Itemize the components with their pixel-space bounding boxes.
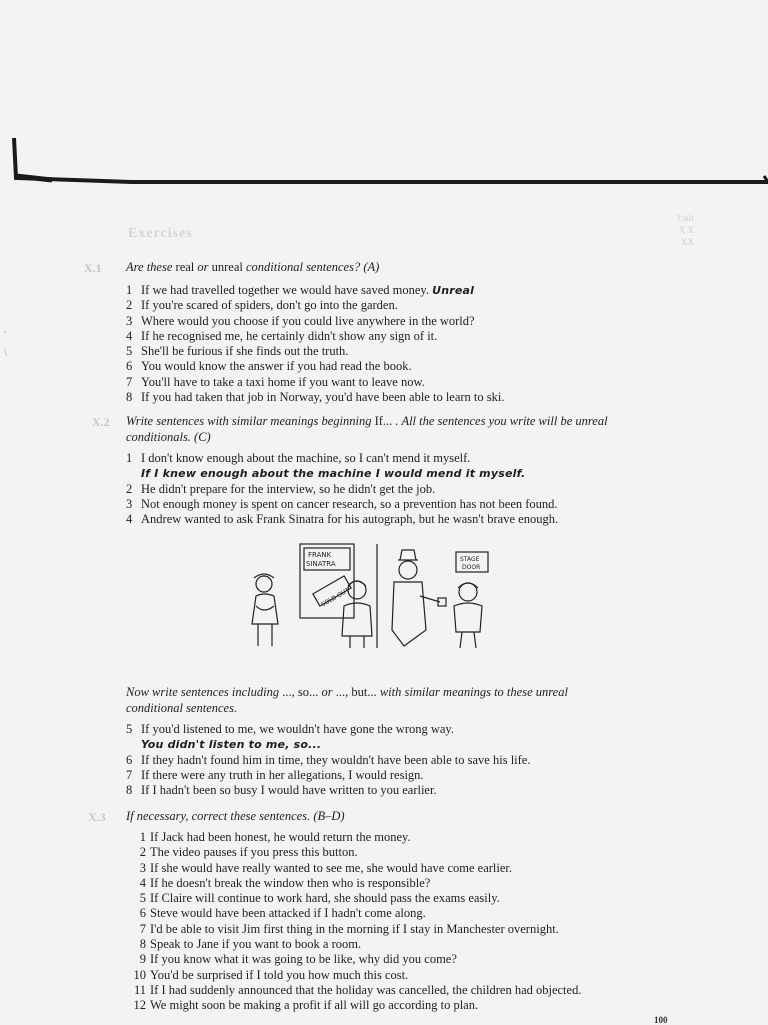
- item-number: 2: [126, 298, 133, 313]
- item-text: If we had travelled together we would have saved money.: [141, 283, 433, 297]
- exercise-item: [126, 298, 505, 313]
- page-number: 100: [654, 1015, 668, 1025]
- item-highlight: I'd be able to visit: [150, 921, 240, 936]
- poster-text: SINATRA: [306, 560, 336, 568]
- item-number: 7: [139, 921, 146, 936]
- item-text: If you're scared of spiders, don't go into the garden.: [141, 298, 398, 313]
- item-text: If you had taken that job in Norway, you'd have been able to learn to ski.: [141, 390, 505, 405]
- item-highlight: You'd be surprised: [150, 967, 243, 982]
- exercise-item: [126, 722, 530, 737]
- exercise-item: [126, 329, 505, 344]
- exercise-item: [130, 998, 581, 1013]
- item-text: Andrew wanted to ask Frank Sinatra for his autograph, but he wasn't brave enough.: [141, 512, 559, 527]
- exercise-item: [130, 952, 581, 967]
- exercise-number: X.2: [92, 415, 110, 429]
- exercise-item: [126, 497, 558, 512]
- instruction-keyword: ..., but...: [335, 685, 377, 699]
- exercise-item: [126, 451, 558, 466]
- item-text: to work hard, she should pass the exams easily.: [260, 891, 500, 906]
- item-number: 2: [126, 481, 133, 496]
- instruction-text: or: [194, 260, 212, 274]
- exercise-item: [130, 830, 581, 845]
- instruction-keyword: If...: [374, 414, 393, 428]
- item-text: be making a profit if all will go according to plan.: [225, 998, 479, 1013]
- item-text: it was going to be like, why did you come?: [238, 952, 457, 967]
- exercise-instruction: If necessary, correct these sentences. (B–D): [126, 809, 345, 823]
- item-highlight: If I had suddenly announced: [150, 982, 293, 997]
- poster-text: FRANK: [308, 551, 332, 559]
- exercise-item: [130, 922, 581, 937]
- item-text: , he would return the money.: [267, 830, 411, 844]
- item-text: If he recognised me, he certainly didn't show any sign of it.: [141, 328, 438, 343]
- item-highlight: If he doesn't break: [150, 875, 243, 890]
- item-text: She'll be furious if she finds out the truth.: [141, 344, 349, 359]
- item-number: 4: [139, 875, 146, 890]
- item-text: the window then who is responsible?: [242, 875, 431, 890]
- sold-out-sign: SOLD OUT: [320, 586, 351, 609]
- exercise-item: [126, 512, 558, 527]
- item-number: 1: [139, 830, 146, 844]
- stage-door-sign: DOOR: [462, 564, 481, 571]
- exercise-item: [126, 344, 505, 359]
- handwritten-answer: You didn't listen to me, so...: [141, 738, 322, 752]
- exercise-item: [130, 937, 581, 952]
- item-text: if you press this button.: [236, 845, 358, 860]
- exercise-list: [126, 722, 530, 798]
- handwritten-answer: Unreal: [432, 284, 475, 297]
- item-text: He didn't prepare for the interview, so he didn't get the job.: [141, 481, 436, 496]
- item-number: 11: [133, 982, 146, 997]
- instruction-text: conditional sentences? (A): [242, 260, 380, 274]
- exercise-item: [126, 783, 530, 798]
- exercise-item: [130, 983, 581, 998]
- illustration: [244, 540, 500, 652]
- exercise-item: [130, 891, 581, 906]
- exercise-item: [126, 482, 558, 497]
- item-highlight: Steve would have been attacked: [150, 906, 311, 921]
- exercise-item: [126, 768, 530, 783]
- item-text: I don't know enough about the machine, so I can't mend it myself.: [141, 451, 471, 465]
- exercise-item: [126, 283, 505, 298]
- item-number: 6: [126, 752, 133, 767]
- item-number: 1: [126, 283, 133, 297]
- unit-label: Unit: [676, 213, 694, 223]
- item-text: If they hadn't found him in time, they wouldn't have been able to save his life.: [141, 752, 531, 767]
- exercise-item: [126, 314, 505, 329]
- instruction-keyword: ..., so...: [282, 685, 319, 699]
- unit-number: X X: [678, 225, 694, 235]
- item-highlight: The video pauses: [150, 845, 237, 860]
- exercise-number: X.3: [88, 810, 106, 824]
- instruction-keyword: unreal: [211, 260, 243, 274]
- stage-door-sign: STAGE: [460, 556, 480, 563]
- item-number: 3: [126, 313, 133, 328]
- exercise-list: [126, 451, 558, 527]
- exercise-list: [126, 283, 505, 405]
- item-text: If there were any truth in her allegations, I would resign.: [141, 767, 424, 782]
- exercise-list: [130, 830, 581, 1014]
- exercise-item: [130, 876, 581, 891]
- item-text: if I told you how much this cost.: [242, 967, 409, 982]
- item-text: You'll have to take a taxi home if you want to leave now.: [141, 374, 425, 389]
- item-text: that the holiday was cancelled, the children had objected.: [292, 982, 582, 997]
- instruction-text: Are these: [126, 260, 176, 274]
- instruction-text: Write sentences with similar meanings beginning: [126, 414, 375, 428]
- exercise-item: [130, 968, 581, 983]
- page-edge-rule: [12, 136, 768, 196]
- item-number: 3: [139, 860, 146, 875]
- exercise-item: [126, 753, 530, 768]
- item-number: 5: [126, 722, 133, 736]
- item-highlight: We might soon: [150, 998, 226, 1013]
- item-number: 7: [126, 374, 133, 389]
- exercise-number: X.1: [84, 261, 102, 275]
- instruction-text: Now write sentences including: [126, 685, 283, 699]
- item-number: 6: [126, 359, 133, 374]
- handwritten-answer: If I knew enough about the machine I would mend it myself.: [141, 467, 526, 481]
- item-number: 3: [126, 496, 133, 511]
- item-number: 10: [133, 967, 146, 982]
- item-highlight: If you know what: [150, 952, 239, 967]
- item-number: 4: [126, 328, 133, 343]
- item-highlight: Speak to Jane: [150, 937, 219, 952]
- item-number: 5: [126, 344, 133, 359]
- unit-tab: [660, 212, 694, 248]
- exercise-item: [126, 375, 505, 390]
- item-text: Jim first thing in the morning if I stay in Manchester overnight.: [239, 921, 559, 936]
- exercise-item: [126, 390, 505, 405]
- section-title: Exercises: [128, 226, 193, 241]
- item-text: Not enough money is spent on cancer research, so a prevention has not been found.: [141, 496, 558, 511]
- item-number: 4: [126, 512, 133, 527]
- exercise-item: [126, 359, 505, 374]
- exercise-instruction: [126, 259, 666, 275]
- item-text: Where would you choose if you could live anywhere in the world?: [141, 313, 475, 328]
- item-text: If I hadn't been so busy I would have written to you earlier.: [141, 783, 437, 798]
- item-number: 1: [126, 451, 133, 465]
- exercise-item: [130, 906, 581, 921]
- item-highlight: If Claire will continue: [150, 891, 261, 906]
- exercise-item: [130, 845, 581, 860]
- item-number: 6: [139, 906, 146, 921]
- item-number: 8: [126, 390, 133, 405]
- item-number: 12: [133, 998, 146, 1013]
- item-highlight: If Jack had been honest: [150, 830, 268, 844]
- instruction-text: with similar meanings to these unreal conditional sentences.: [126, 685, 568, 715]
- item-text: If you'd listened to me, we wouldn't have gone the wrong way.: [141, 722, 454, 736]
- item-text: if I hadn't come along.: [310, 906, 426, 921]
- item-number: 8: [126, 783, 133, 798]
- item-number: 8: [139, 937, 146, 952]
- item-text: You would know the answer if you had read the book.: [141, 359, 412, 374]
- exercise-item: [130, 861, 581, 876]
- instruction-keyword: real: [175, 260, 195, 274]
- margin-mark: ': [4, 330, 6, 341]
- exercise-instruction: [126, 413, 656, 445]
- item-number: 5: [139, 891, 146, 906]
- item-number: 9: [139, 952, 146, 967]
- unit-code: XX: [681, 237, 694, 247]
- item-number: 2: [139, 845, 146, 860]
- exercise-instruction: [126, 684, 626, 716]
- item-highlight: If she would have: [150, 860, 240, 875]
- item-text: really wanted to see me, she would have come earlier.: [239, 860, 513, 875]
- instruction-text: . All the sentences you write will be unreal conditionals. (C): [126, 414, 608, 444]
- margin-mark: \: [4, 348, 7, 359]
- item-text: if you want to book a room.: [218, 937, 362, 952]
- instruction-text: or: [318, 685, 336, 699]
- item-number: 7: [126, 767, 133, 782]
